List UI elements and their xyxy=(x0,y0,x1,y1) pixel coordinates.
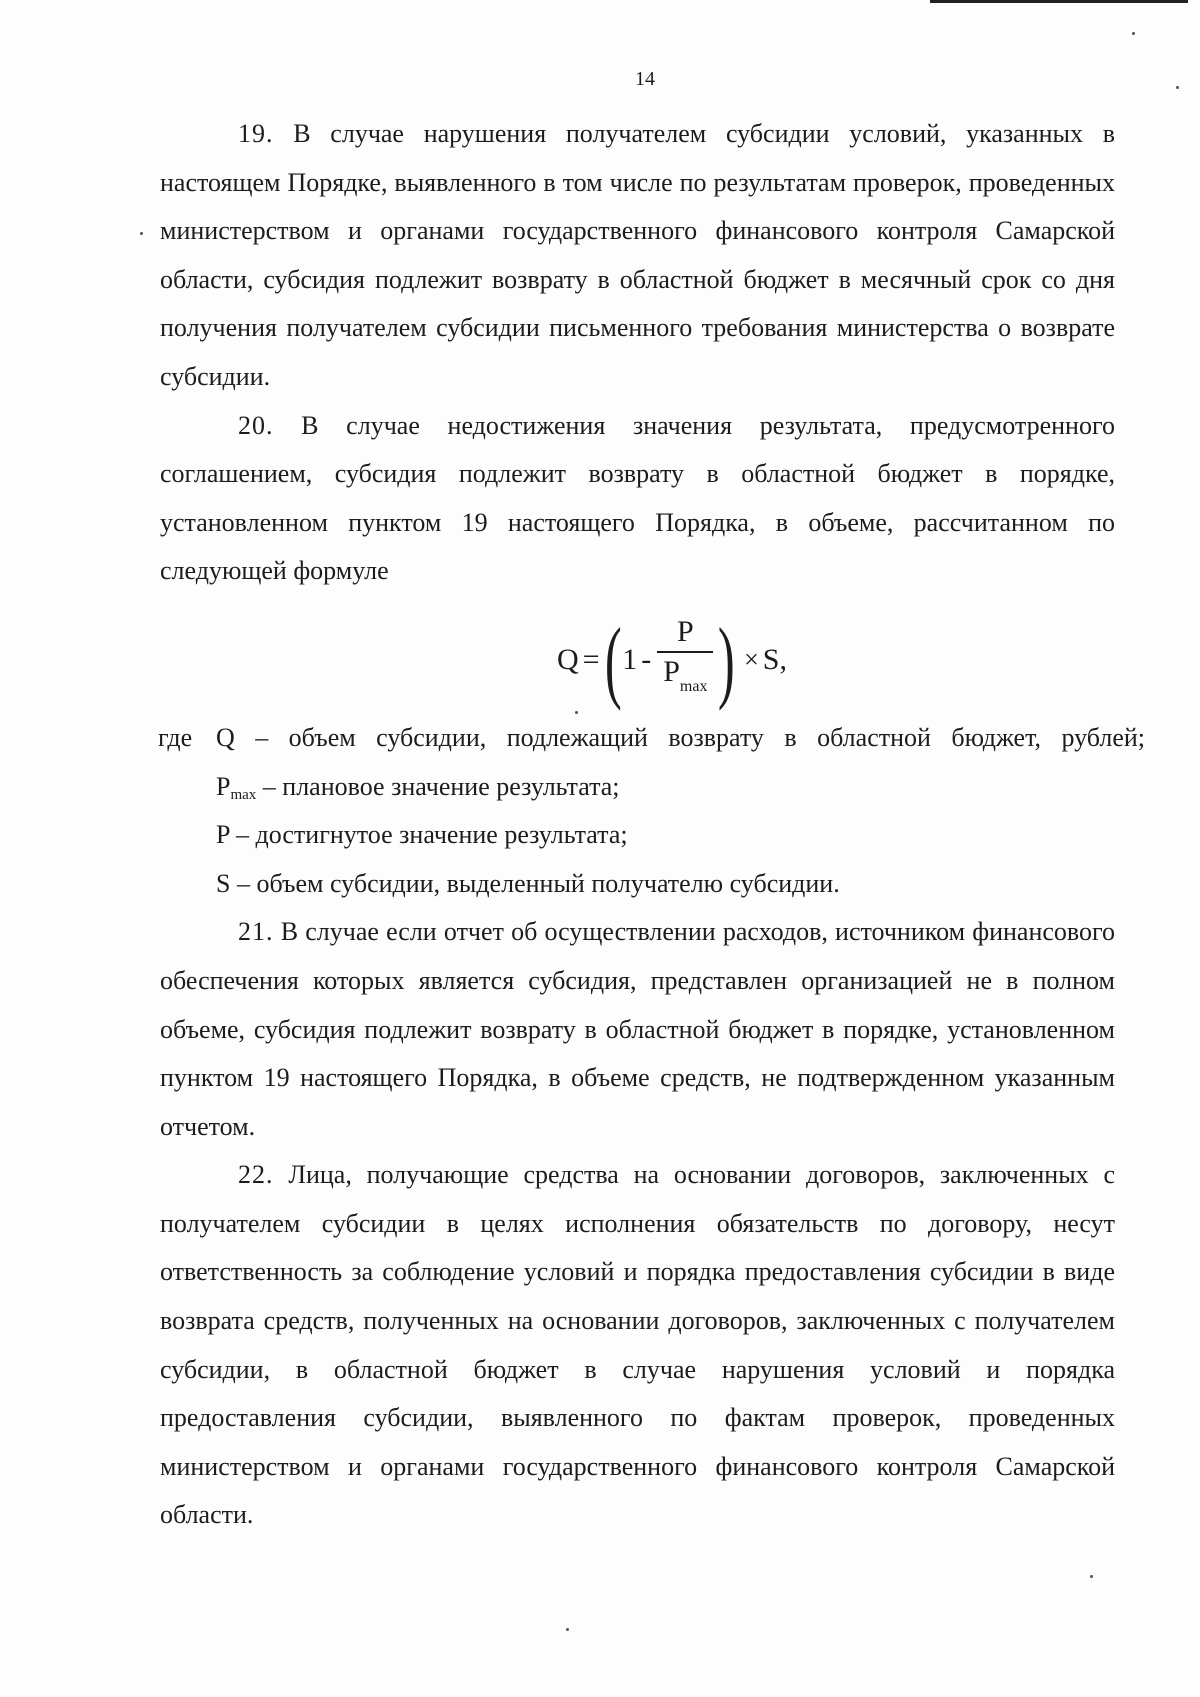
paragraph-19 xyxy=(160,110,1115,402)
page-number: 14 xyxy=(635,68,655,90)
paragraph-number: 21. xyxy=(238,917,274,947)
formula-times: × xyxy=(744,644,759,674)
scan-speck xyxy=(140,232,143,235)
denominator-symbol: P xyxy=(663,655,680,689)
scan-speck xyxy=(1176,86,1179,89)
definition-item xyxy=(216,860,840,909)
scan-speck xyxy=(1132,32,1135,35)
definition-text: – объем субсидии, выделенный получателю субсидии. xyxy=(236,868,840,898)
paragraph-22 xyxy=(160,1151,1115,1540)
definition-item xyxy=(216,811,628,860)
formula-block xyxy=(160,596,1115,714)
paragraph-text: Лица, получающие средства на основании договоров, заключенных с получателем субсидии в целях исполнения обязательств по договору, несут ответственность за соблюдение условий и порядка предоставления субсидии в виде возврата средств, полученных на основании договоров, заключенных с получателем субсидии, в областной бюджет в случае нарушения условий и порядка предоставления субсидии, выявленного по фактам проверок, проведенных министерством и органами государственного финансового контроля Самарской области. xyxy=(160,1160,1116,1530)
paragraph-number: 20. xyxy=(238,410,274,440)
paragraph-number: 19. xyxy=(238,119,274,148)
paragraph-21 xyxy=(160,908,1115,1151)
fraction-denominator xyxy=(657,653,713,706)
denominator-subscript: max xyxy=(679,678,708,696)
definition-row xyxy=(160,860,1115,909)
formula-right-paren: ) xyxy=(718,608,736,711)
formula-rhs: S xyxy=(762,642,780,676)
formula-one: 1 xyxy=(622,642,638,676)
definition-text: – объем субсидии, подлежащий возврату в областной бюджет, рублей; xyxy=(255,722,1146,752)
scan-speck xyxy=(575,711,578,714)
paragraph-text: В случае нарушения получателем субсидии условий, указанных в настоящем Порядке, выявленного в том числе по результатам проверок, проведенных министерством и органами государственного финансового контроля Самарской области, субсидия подлежит возврату в областной бюджет в месячный срок со дня получения получателем субсидии письменного требования министерства о возврате субсидии. xyxy=(160,119,1115,391)
definition-row xyxy=(158,714,1146,763)
formula-equals: = xyxy=(582,642,600,676)
formula-lhs: Q xyxy=(557,642,579,676)
paragraph-text: В случае если отчет об осуществлении расходов, источником финансового обеспечения которых является субсидия, представлен организацией не в полном объеме, субсидия подлежит возврату в областной бюджет в порядке, установленном пунктом 19 настоящего Порядка, в объеме средств, не подтвержденном указанным отчетом. xyxy=(160,917,1116,1141)
top-rule xyxy=(930,0,1188,3)
fraction-numerator: P xyxy=(677,615,694,649)
definition-item xyxy=(216,714,1145,763)
definition-symbol: Q xyxy=(216,722,235,752)
paragraph-20 xyxy=(160,402,1115,596)
definition-subscript: max xyxy=(230,786,257,803)
formula-trailing-comma: , xyxy=(779,642,787,676)
definition-row xyxy=(160,763,1115,812)
scan-speck xyxy=(566,1628,569,1631)
document-body xyxy=(158,110,1146,1540)
formula-fraction xyxy=(657,613,713,706)
where-label: где xyxy=(158,722,193,752)
definition-text: – плановое значение результата; xyxy=(262,771,620,801)
definition-symbol: P xyxy=(216,771,231,801)
definition-row xyxy=(160,811,1115,860)
definition-text: – достигнутое значение результата; xyxy=(236,820,628,850)
paragraph-number: 22. xyxy=(238,1160,274,1190)
formula-minus: - xyxy=(641,642,652,676)
formula-definitions xyxy=(158,714,1146,908)
formula xyxy=(557,610,787,710)
formula-left-paren: ( xyxy=(604,608,622,711)
paragraph-text: В случае недостижения значения результата, предусмотренного соглашением, субсидия подлежит возврату в областной бюджет в порядке, установленном пунктом 19 настоящего Порядка, в объеме, рассчитанном по следующей формуле xyxy=(160,410,1115,586)
definition-symbol: S xyxy=(216,868,231,898)
definition-symbol: P xyxy=(216,820,230,850)
scan-speck xyxy=(1090,1575,1093,1578)
